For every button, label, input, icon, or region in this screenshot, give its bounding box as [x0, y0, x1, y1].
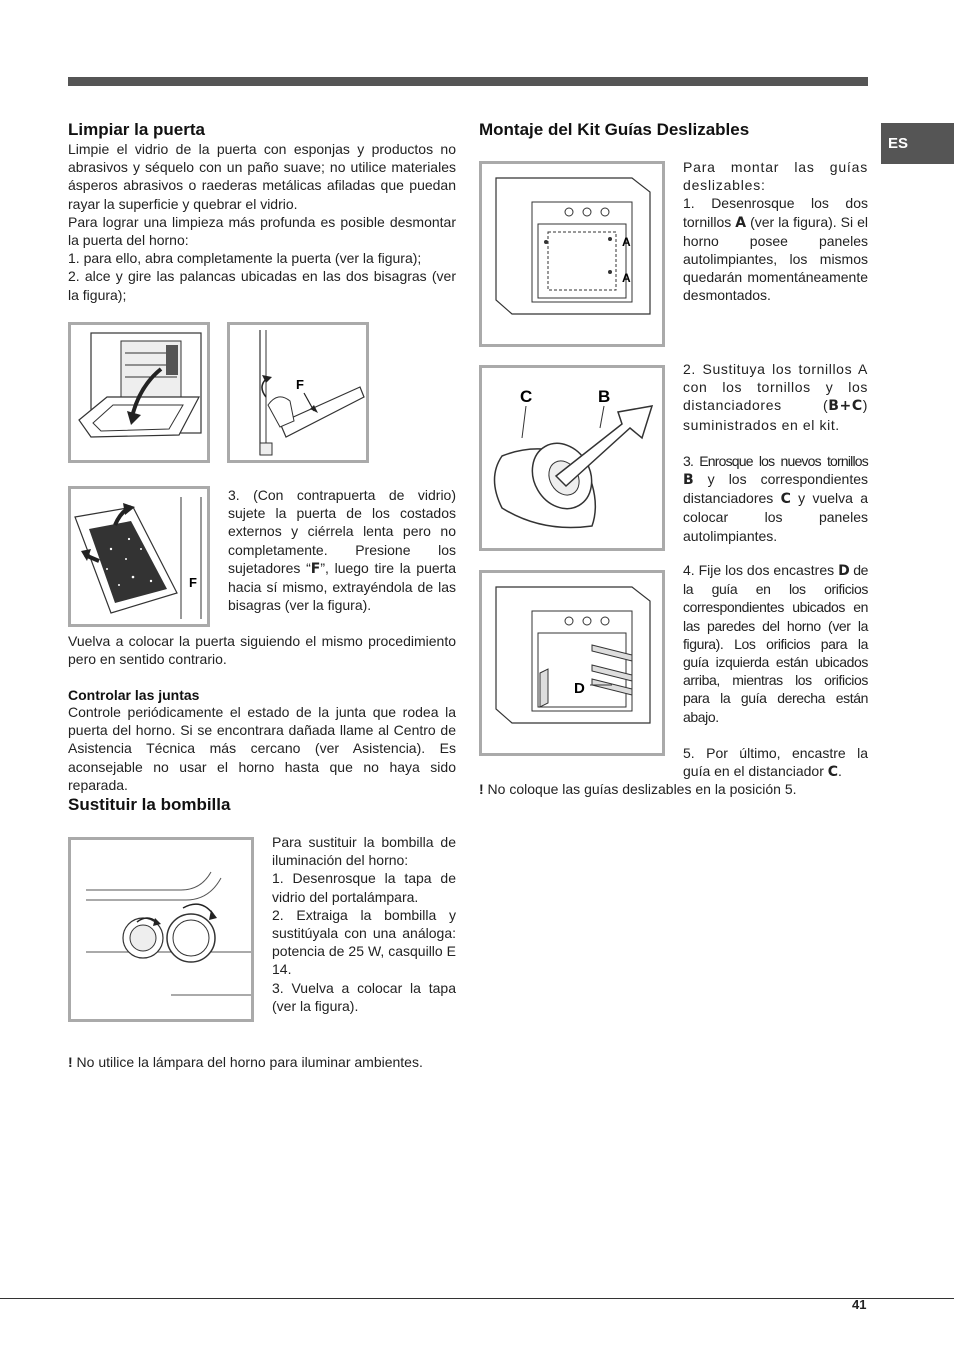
- door-removal-illustration: [71, 489, 207, 624]
- section-title: Sustituir la bombilla: [68, 795, 231, 814]
- figure-hinge: [227, 322, 369, 463]
- steps-4-5-text: [683, 561, 868, 781]
- paragraph: 2. Sustituya los tornillos A con los tornillos y los distanciadores (B+C) suministrados en el kit.: [683, 361, 868, 433]
- steps-2-3-text: [683, 360, 868, 545]
- figure-oven-door-open: [68, 322, 210, 463]
- lamp-illustration: [71, 840, 251, 1019]
- paragraph: 1. para ello, abra completamente la puerta (ver la figura);: [68, 250, 422, 267]
- figure-door-removal: [68, 486, 210, 627]
- fig-label-a: A: [622, 271, 631, 285]
- subsection-title: Controlar las juntas: [68, 687, 200, 703]
- oven-cavity-a-illustration: [482, 164, 662, 344]
- figure-lamp: [68, 837, 254, 1022]
- paragraph: Para lograr una limpieza más profunda es posible desmontar la puerta del horno:: [68, 213, 456, 249]
- fig-label-b: B: [598, 387, 611, 406]
- paragraph: 1. Desenrosque la tapa de vidrio del portalámpara.: [272, 870, 456, 905]
- warning-guides: [479, 780, 869, 798]
- section-reassemble: [68, 632, 456, 668]
- page-number: 41: [852, 1297, 867, 1312]
- section-montaje-title: [479, 120, 869, 140]
- footer-divider: [0, 1298, 954, 1299]
- paragraph: Para montar las guías deslizables:: [683, 159, 868, 194]
- paragraph: Vuelva a colocar la puerta siguiendo el mismo procedimiento pero en sentido contrario.: [68, 633, 456, 668]
- fig-label-f: F: [296, 377, 304, 392]
- fig-label-f: F: [189, 575, 197, 590]
- paragraph: 2. Extraiga la bombilla y sustitúyala con una análoga: potencia de 25 W, casquillo E 14.: [272, 906, 456, 978]
- section-bombilla-text: [272, 833, 456, 1015]
- header-bar: [68, 77, 868, 86]
- oven-guides-illustration: [482, 573, 662, 753]
- fig-label-d: D: [574, 680, 585, 697]
- step-1-text: [683, 158, 868, 305]
- oven-door-illustration: [71, 325, 207, 460]
- section-limpiar: [68, 120, 456, 304]
- warning-text: ! No utilice la lámpara del horno para iluminar ambientes.: [68, 1054, 423, 1070]
- warning-text: ! No coloque las guías deslizables en la posición 5.: [479, 781, 797, 797]
- paragraph: 2. alce y gire las palancas ubicadas en las dos bisagras (ver la figura);: [68, 268, 456, 303]
- figure-guides-d: [479, 570, 665, 756]
- paragraph: 1. Desenrosque los dos tornillos A (ver la figura). Si el horno posee paneles autolimpiantes, los mismos quedarán momentáneamente desmontados.: [683, 195, 868, 304]
- fig-label-a: A: [622, 235, 631, 249]
- section-bombilla-title: [68, 795, 456, 815]
- paragraph: 3. Enrosque los nuevos tornillos B y los correspondientes distanciadores C y vuelva a colocar los paneles autolimpiantes.: [683, 452, 868, 544]
- step-3-text: [228, 486, 456, 614]
- section-title: Montaje del Kit Guías Deslizables: [479, 120, 750, 139]
- paragraph: 5. Por último, encastre la guía en el distanciador C.: [683, 744, 868, 781]
- figure-screws-a: [479, 161, 665, 347]
- section-title: Limpiar la puerta: [68, 120, 205, 139]
- paragraph: Controle periódicamente el estado de la junta que rodea la puerta del horno. Si se encontrara dañada llame al Centro de Asistencia Técnica más cercano (ver Asistencia). Es aconsejable no usar el horno hasta que no haya sido reparada.: [68, 704, 456, 793]
- hinge-illustration: [230, 325, 366, 460]
- section-juntas: [68, 687, 456, 794]
- paragraph: 3. (Con contrapuerta de vidrio) sujete la puerta de los costados externos y ciérrela lenta pero no completamente. Presione los sujetadores “F”, luego tire la puerta hacia sí mismo, extrayéndola de las bisagras (ver la figura).: [228, 487, 456, 614]
- paragraph: Limpie el vidrio de la puerta con esponjas y productos no abrasivos y séquelo con un paño suave; no utilice materiales ásperos abrasivos o raederas metálicas afiladas que puedan rayar la superficie y quebrar el vidrio.: [68, 141, 456, 212]
- paragraph: 3. Vuelva a colocar la tapa (ver la figura).: [272, 979, 456, 1014]
- fig-label-c: C: [520, 387, 533, 406]
- spacer-screw-illustration: [482, 368, 662, 548]
- language-tab: ES: [881, 123, 954, 164]
- paragraph: 4. Fije los dos encastres D de la guía en los orificios correspondientes ubicados en las paredes del horno (ver la figura). Los orificios para la guía izquierda están ubicados arriba, mientras los orificios para la guía derecha están abajo.: [683, 562, 868, 725]
- figure-spacer-screw: [479, 365, 665, 551]
- warning-lamp: [68, 1053, 468, 1071]
- paragraph: Para sustituir la bombilla de iluminación del horno:: [272, 834, 456, 869]
